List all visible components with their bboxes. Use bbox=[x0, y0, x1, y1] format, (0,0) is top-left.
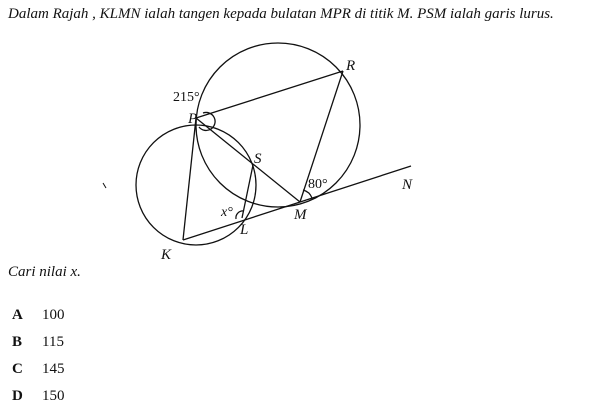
option-value: 100 bbox=[42, 307, 65, 323]
prompt-text: Cari nilai x. bbox=[8, 264, 81, 280]
option-c[interactable] bbox=[12, 356, 65, 383]
label-p: P bbox=[188, 111, 198, 127]
label-k: K bbox=[161, 247, 172, 263]
answer-options bbox=[12, 302, 65, 410]
option-value: 145 bbox=[42, 361, 65, 377]
line-pr bbox=[196, 71, 343, 118]
stray-mark bbox=[103, 183, 106, 188]
question-text: Dalam Rajah , KLMN ialah tangen kepada bulatan MPR di titik M. PSM ialah garis lurus. bbox=[8, 6, 554, 22]
tangent-line-klmn bbox=[183, 166, 411, 240]
label-s: S bbox=[254, 151, 262, 167]
label-n: N bbox=[402, 177, 413, 193]
angle-label-215: 215° bbox=[173, 90, 200, 105]
option-letter: D bbox=[12, 388, 23, 404]
label-l: L bbox=[240, 222, 249, 238]
circle-mpr bbox=[196, 43, 360, 207]
option-value: 150 bbox=[42, 388, 65, 404]
option-letter: B bbox=[12, 334, 23, 350]
option-letter: A bbox=[12, 307, 23, 323]
angle-label-80: 80° bbox=[308, 177, 328, 192]
label-m: M bbox=[294, 207, 307, 223]
option-value: 115 bbox=[42, 334, 64, 350]
option-a[interactable] bbox=[12, 302, 65, 329]
option-d[interactable] bbox=[12, 383, 65, 410]
line-sl bbox=[242, 165, 253, 218]
label-r: R bbox=[346, 58, 356, 74]
line-pk bbox=[183, 118, 196, 240]
circle-kpsl bbox=[136, 125, 256, 245]
option-b[interactable] bbox=[12, 329, 65, 356]
angle-label-x: x° bbox=[221, 205, 233, 220]
option-letter: C bbox=[12, 361, 23, 377]
